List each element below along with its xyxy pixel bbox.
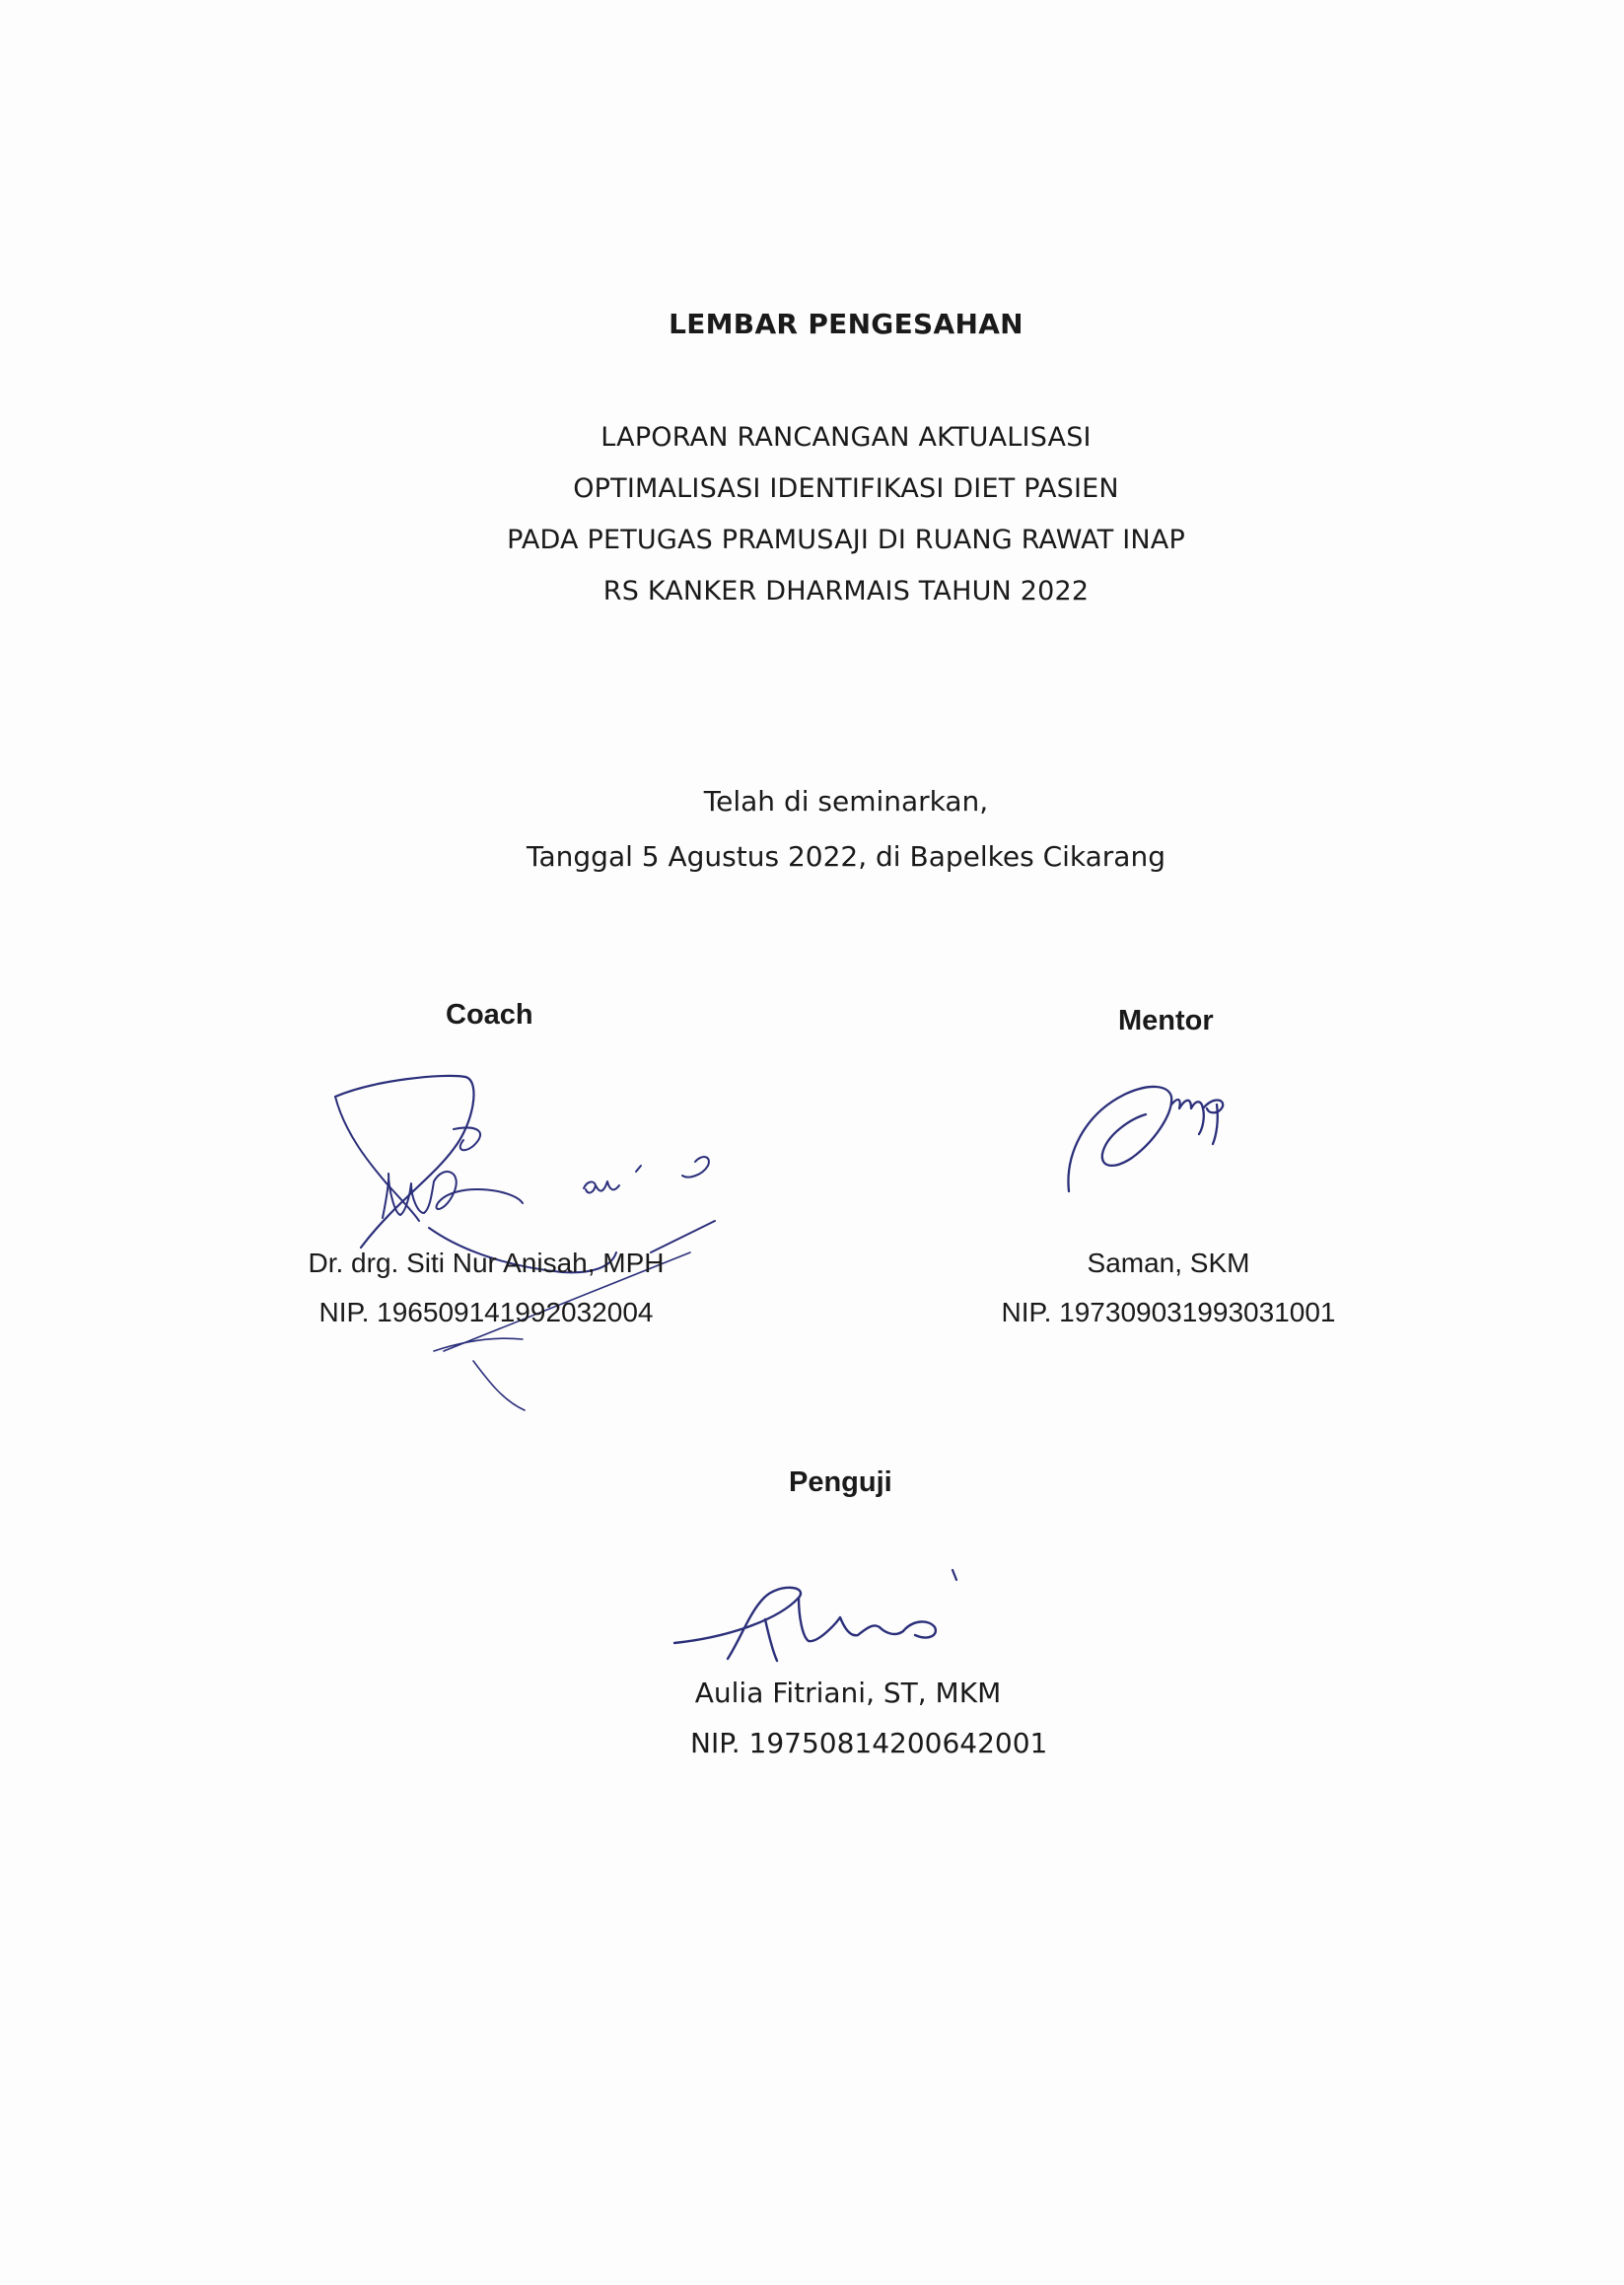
mentor-signature: [1055, 1075, 1272, 1203]
penguji-signature: [671, 1558, 996, 1677]
coach-label: Coach: [446, 999, 533, 1031]
penguji-signer-block: [690, 1677, 1048, 1759]
penguji-name: Aulia Fitriani, ST, MKM: [694, 1677, 1002, 1709]
report-title-line-1: LAPORAN RANCANGAN AKTUALISASI: [600, 422, 1092, 453]
coach-nip: NIP. 196509141992032004: [318, 1297, 654, 1327]
coach-name: Dr. drg. Siti Nur Anisah, MPH: [308, 1248, 665, 1278]
report-title-line-4: RS KANKER DHARMAIS TAHUN 2022: [602, 576, 1090, 607]
mentor-nip: NIP. 197309031993031001: [1001, 1297, 1336, 1327]
document-title: LEMBAR PENGESAHAN: [669, 308, 1024, 340]
mentor-label: Mentor: [1118, 1005, 1214, 1036]
mentor-signer-block: [986, 1248, 1351, 1328]
mentor-name: Saman, SKM: [1087, 1248, 1250, 1278]
report-title-line-3: PADA PETUGAS PRAMUSAJI DI RUANG RAWAT INAP: [507, 525, 1185, 555]
penguji-nip: NIP. 19750814200642001: [690, 1727, 1048, 1759]
coach-signature: [316, 1055, 730, 1420]
coach-signer-block: [289, 1248, 683, 1328]
seminar-line-1: Telah di seminarkan,: [703, 785, 989, 818]
report-title-line-2: OPTIMALISASI IDENTIFIKASI DIET PASIEN: [573, 473, 1119, 504]
penguji-label: Penguji: [789, 1466, 892, 1498]
report-title-block: [0, 412, 1624, 617]
seminar-statement: [0, 774, 1624, 885]
seminar-line-2: Tanggal 5 Agustus 2022, di Bapelkes Cikarang: [527, 840, 1165, 873]
